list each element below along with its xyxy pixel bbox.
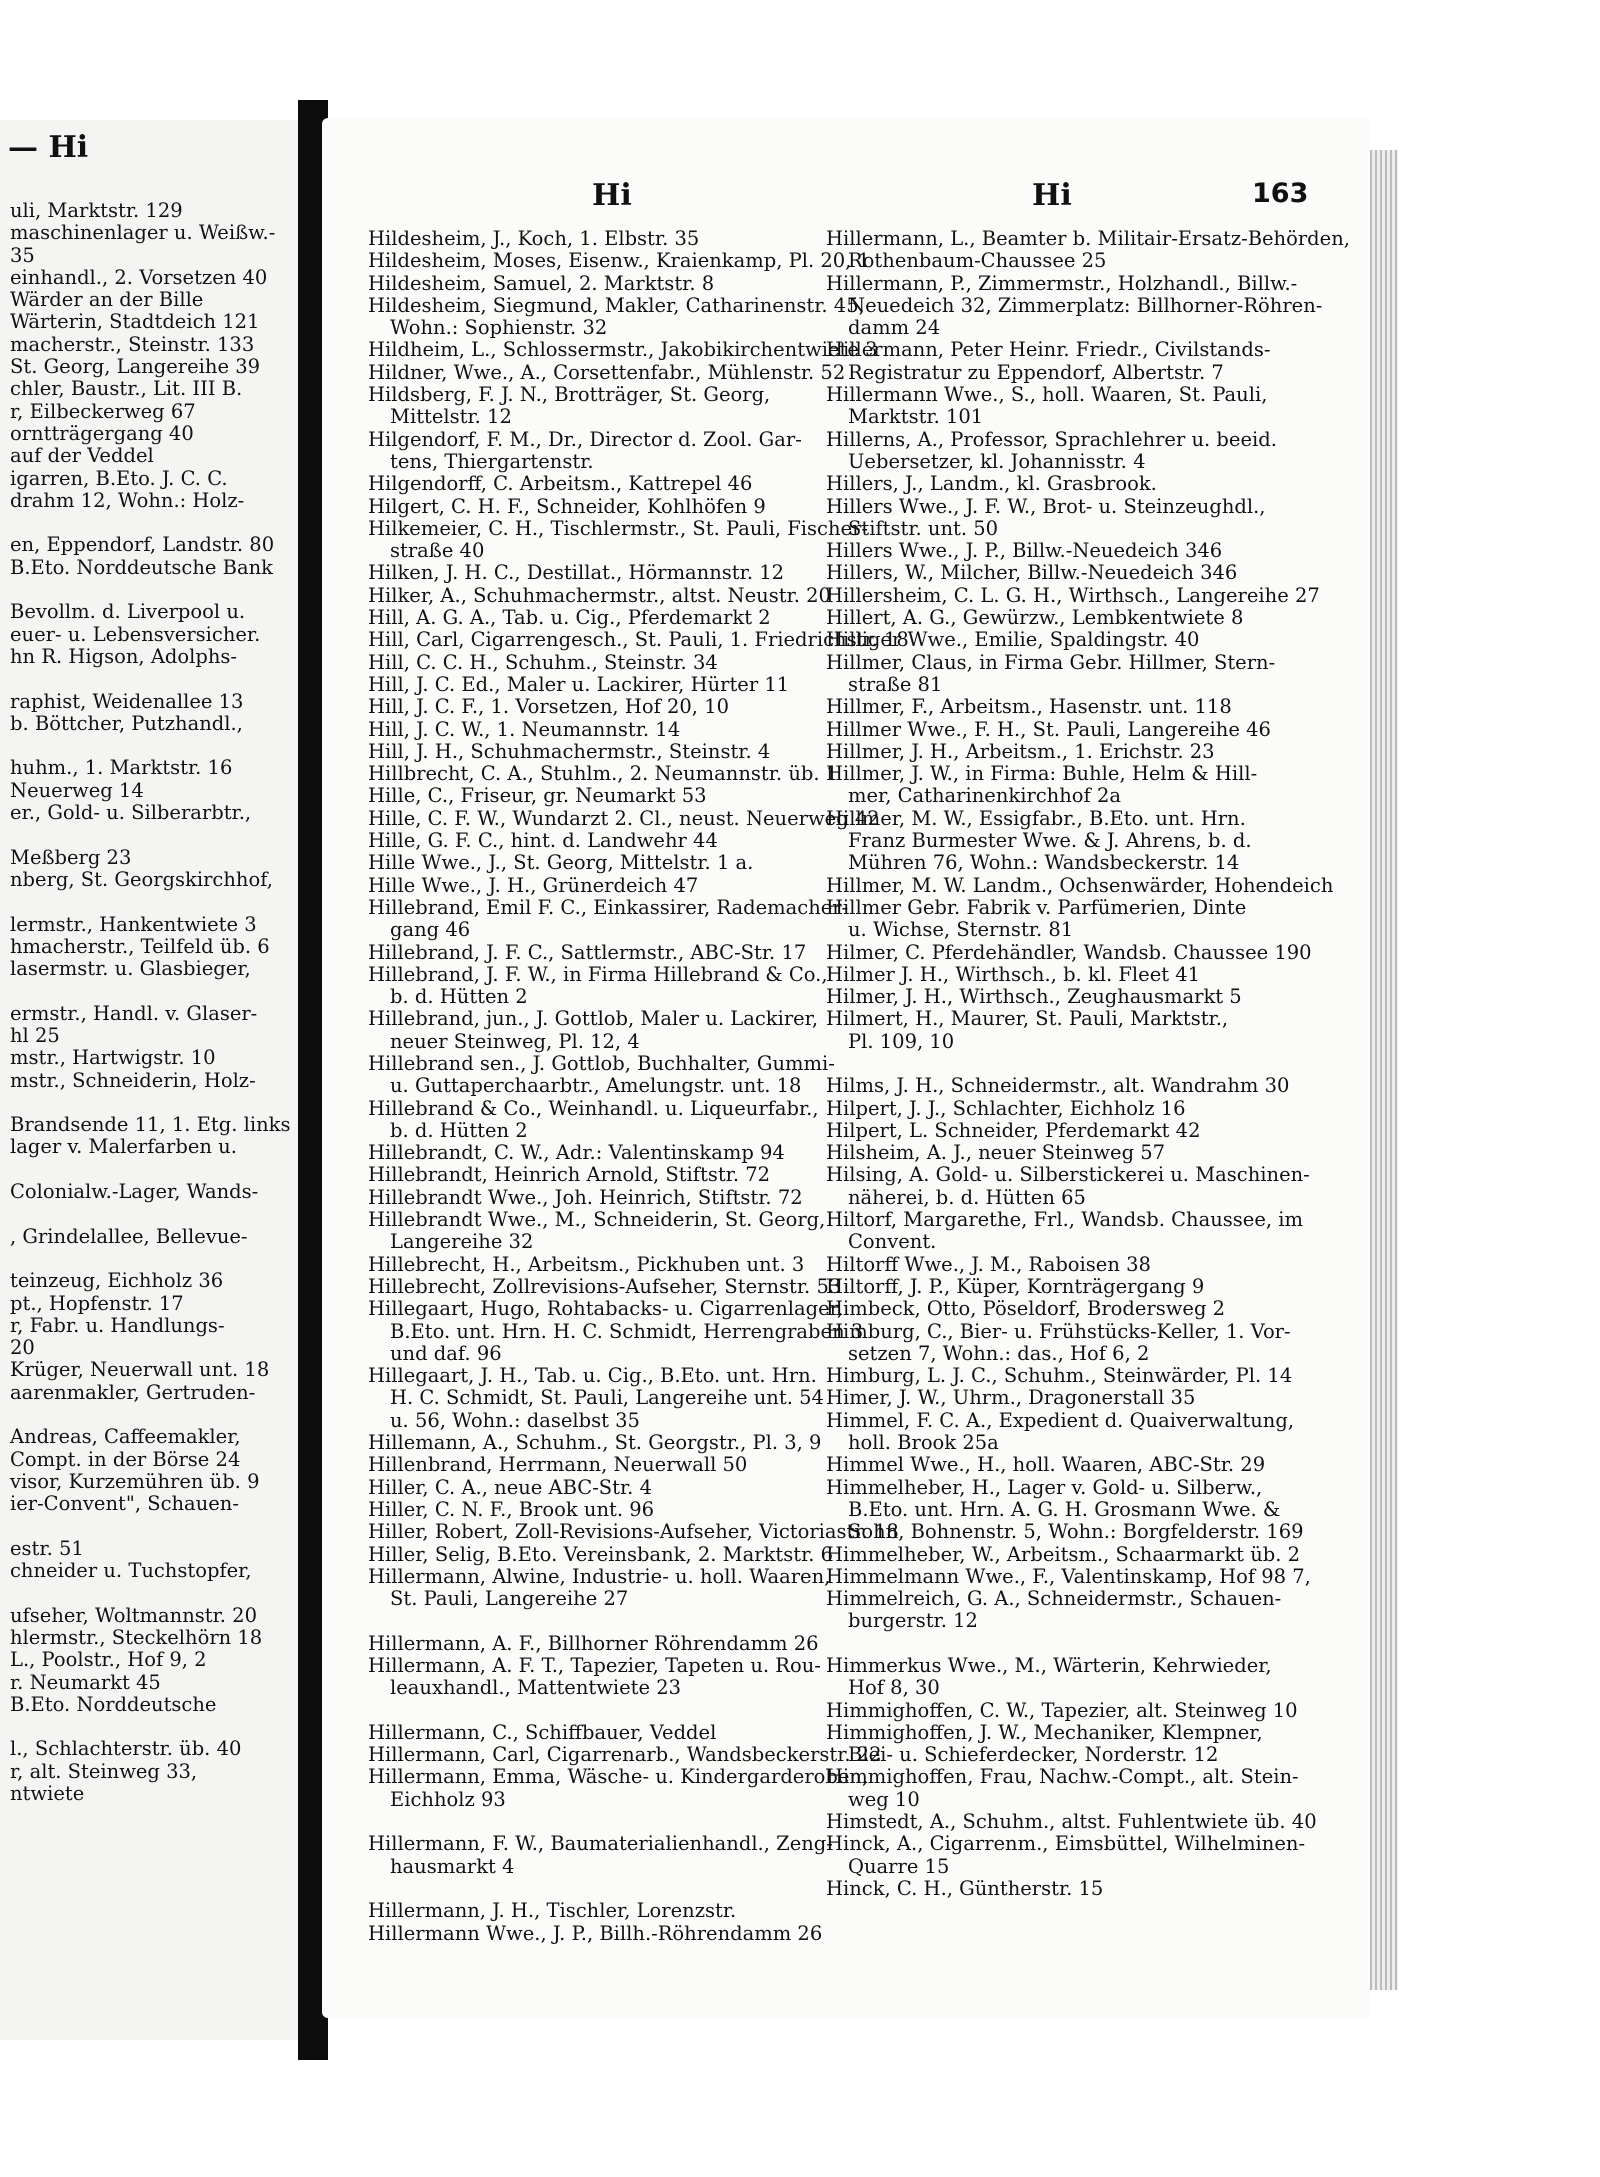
header-right: Hi — [1032, 178, 1072, 213]
directory-entry: Himburg, L. J. C., Schuhm., Steinwärder, Pl. 14 — [826, 1364, 1293, 1388]
left-line: Krüger, Neuerwall unt. 18 — [10, 1358, 270, 1382]
directory-entry: Hillermann, Peter Heinr. Friedr., Civilstands- — [826, 338, 1271, 362]
directory-entry: Hille Wwe., J. H., Grünerdeich 47 — [368, 873, 699, 897]
entry-continuation: holl. Brook 25a — [848, 1431, 999, 1455]
entry-continuation: Uebersetzer, kl. Johannisstr. 4 — [848, 449, 1146, 473]
directory-entry: Hill, C. C. H., Schuhm., Steinstr. 34 — [368, 650, 718, 674]
directory-entry: Hilsheim, A. J., neuer Steinweg 57 — [826, 1141, 1166, 1165]
directory-entry: Hill, J. C. W., 1. Neumannstr. 14 — [368, 717, 681, 741]
entry-continuation: Stiftstr. unt. 50 — [848, 516, 999, 540]
entry-continuation: B.Eto. unt. Hrn. A. G. H. Grosmann Wwe. & — [848, 1497, 1281, 1521]
left-line: huhm., 1. Marktstr. 16 — [10, 756, 233, 780]
left-line: einhandl., 2. Vorsetzen 40 — [10, 265, 268, 289]
directory-entry: Hilpert, L. Schneider, Pferdemarkt 42 — [826, 1118, 1201, 1142]
directory-entry: Hillemann, A., Schuhm., St. Georgstr., Pl. 3, 9 — [368, 1431, 822, 1455]
left-line: Colonialw.-Lager, Wands- — [10, 1180, 259, 1204]
left-line: 35 — [10, 243, 35, 267]
directory-entry: Hilms, J. H., Schneidermstr., alt. Wandrahm 30 — [826, 1074, 1290, 1098]
left-line: uli, Marktstr. 129 — [10, 199, 183, 222]
directory-entry: Himmighoffen, J. W., Mechaniker, Klempner, — [826, 1720, 1263, 1744]
directory-entry: Hillerns, A., Professor, Sprachlehrer u. beeid. — [826, 427, 1277, 451]
entry-continuation: St. Pauli, Langereihe 27 — [390, 1587, 629, 1611]
entry-continuation: u. 56, Wohn.: daselbst 35 — [390, 1408, 640, 1432]
directory-entry: Hillers Wwe., J. P., Billw.-Neuedeich 346 — [826, 539, 1223, 563]
directory-entry: Hillenbrand, Herrmann, Neuerwall 50 — [368, 1453, 748, 1477]
left-line — [10, 1404, 290, 1426]
directory-entry: Hillegaart, Hugo, Rohtabacks- u. Cigarrenlager, — [368, 1297, 844, 1321]
directory-entry: Hill, J. C. F., 1. Vorsetzen, Hof 20, 10 — [368, 695, 730, 719]
directory-entry: Hillmer Wwe., F. H., St. Pauli, Langereihe 46 — [826, 717, 1271, 741]
directory-entry: Hillebrand sen., J. Gottlob, Buchhalter, Gummi- — [368, 1051, 835, 1075]
directory-entry: Hillebrecht, H., Arbeitsm., Pickhuben unt. 3 — [368, 1252, 805, 1276]
entry-continuation: setzen 7, Wohn.: das., Hof 6, 2 — [848, 1341, 1150, 1365]
left-line: hn R. Higson, Adolphs- — [10, 644, 238, 668]
directory-entry: Hilpert, J. J., Schlachter, Eichholz 16 — [826, 1096, 1186, 1120]
entry-continuation: Neuedeich 32, Zimmerplatz: Billhorner-Röhren- — [848, 293, 1323, 317]
entry-continuation: Pl. 109, 10 — [848, 1029, 955, 1053]
left-line: maschinenlager u. Weißw.- — [10, 221, 276, 245]
left-line — [10, 1582, 290, 1604]
left-line: Neuerweg 14 — [10, 778, 144, 802]
entry-continuation: burgerstr. 12 — [848, 1609, 978, 1633]
entry-continuation: u. Guttaperchaarbtr., Amelungstr. unt. 18 — [390, 1074, 802, 1098]
directory-entry: Himburg, C., Bier- u. Frühstücks-Keller, 1. Vor- — [826, 1319, 1291, 1343]
directory-entry: Hinck, C. H., Güntherstr. 15 — [826, 1876, 1104, 1900]
directory-entry: Hillermann, Carl, Cigarrenarb., Wandsbeckerstr. 22 — [368, 1743, 882, 1767]
left-line: B.Eto. Norddeutsche Bank — [10, 555, 273, 579]
directory-entry: Hillermann, F. W., Baumaterialienhandl., Zeng- — [368, 1832, 833, 1856]
entry-continuation: Langereihe 32 — [390, 1230, 534, 1254]
directory-entry: Hille, C. F. W., Wundarzt 2. Cl., neust. Neuerweg 42 — [368, 806, 880, 830]
entry-continuation: tens, Thiergartenstr. — [390, 449, 594, 473]
entry-continuation: Eichholz 93 — [390, 1787, 506, 1811]
directory-entry: Himmelheber, H., Lager v. Gold- u. Silberw., — [826, 1475, 1263, 1499]
directory-entry: Hilgendorff, C. Arbeitsm., Kattrepel 46 — [368, 472, 753, 496]
directory-entry — [826, 1053, 1350, 1075]
entry-continuation: mer, Catharinenkirchhof 2a — [848, 784, 1121, 808]
left-line: nberg, St. Georgskirchhof, — [10, 867, 273, 891]
left-page-header: — Hi — [8, 130, 89, 165]
left-line: mstr., Schneiderin, Holz- — [10, 1068, 256, 1092]
left-line: Wärterin, Stadtdeich 121 — [10, 310, 260, 334]
left-line: Bevollm. d. Liverpool u. — [10, 600, 246, 624]
directory-entry: Himmel, F. C. A., Expedient d. Quaiverwaltung, — [826, 1408, 1295, 1432]
directory-entry: Himmelmann Wwe., F., Valentinskamp, Hof 98 7, — [826, 1564, 1311, 1588]
left-line: er., Gold- u. Silberarbtr., — [10, 801, 252, 825]
directory-entry: Hillebrand, jun., J. Gottlob, Maler u. Lackirer, — [368, 1007, 819, 1031]
directory-entry: Hill, Carl, Cigarrengesch., St. Pauli, 1. Friedrichstr. 18 — [368, 628, 909, 652]
left-line: 20 — [10, 1336, 35, 1360]
left-line: L., Poolstr., Hof 9, 2 — [10, 1648, 207, 1672]
directory-entry: Hillermann, C., Schiffbauer, Veddel — [368, 1720, 717, 1744]
directory-entry: Hinck, A., Cigarrenm., Eimsbüttel, Wilhelminen- — [826, 1832, 1306, 1856]
directory-entry: Hill, A. G. A., Tab. u. Cig., Pferdemarkt 2 — [368, 606, 771, 630]
directory-entry: Himer, J. W., Uhrm., Dragonerstall 35 — [826, 1386, 1196, 1410]
directory-entry: Hildesheim, Siegmund, Makler, Catharinenstr. 45, — [368, 293, 865, 317]
left-line — [10, 512, 290, 534]
directory-entry: Hillebrandt Wwe., Joh. Heinrich, Stiftstr. 72 — [368, 1185, 803, 1209]
left-line: orntträgergang 40 — [10, 421, 194, 445]
left-line: lager v. Malerfarben u. — [10, 1135, 237, 1159]
left-line — [10, 735, 290, 757]
entry-continuation: damm 24 — [848, 316, 941, 340]
directory-entry: Hillmer, J. W., in Firma: Buhle, Helm & Hill- — [826, 762, 1258, 786]
directory-entry: Hillermann, L., Beamter b. Militair-Ersatz-Behörden, — [826, 227, 1350, 250]
directory-entry: Hille, C., Friseur, gr. Neumarkt 53 — [368, 784, 707, 808]
left-line: aarenmakler, Gertruden- — [10, 1380, 256, 1404]
directory-entry: Hillebrand, J. F. C., Sattlermstr., ABC-Str. 17 — [368, 940, 807, 964]
entry-continuation: neuer Steinweg, Pl. 12, 4 — [390, 1029, 640, 1053]
left-line: hlermstr., Steckelhörn 18 — [10, 1626, 263, 1649]
directory-entry: Himmighoffen, Frau, Nachw.-Compt., alt. Stein- — [826, 1765, 1299, 1789]
directory-entry: Hilliger Wwe., Emilie, Spaldingstr. 40 — [826, 628, 1200, 652]
directory-entry: Himmelreich, G. A., Schneidermstr., Schauen- — [826, 1587, 1282, 1611]
directory-entry: Himstedt, A., Schuhm., altst. Fuhlentwiete üb. 40 — [826, 1810, 1317, 1834]
left-line: Brandsende 11, 1. Etg. links — [10, 1113, 291, 1137]
entry-continuation: weg 10 — [848, 1787, 920, 1811]
directory-entry — [826, 1633, 1350, 1655]
left-line: St. Georg, Langereihe 39 — [10, 355, 261, 379]
directory-entry: Hillert, A. G., Gewürzw., Lembkentwiete 8 — [826, 606, 1244, 630]
entry-continuation: hausmarkt 4 — [390, 1854, 515, 1878]
left-line: en, Eppendorf, Landstr. 80 — [10, 533, 275, 557]
directory-entry: Hillebrand, Emil F. C., Einkassirer, Rademacher- — [368, 895, 849, 919]
directory-entry: Hillermann, J. H., Tischler, Lorenzstr. — [368, 1899, 737, 1923]
directory-entry: Hillermann, Emma, Wäsche- u. Kindergarderoben, — [368, 1765, 869, 1789]
directory-entry: Hildesheim, Samuel, 2. Marktstr. 8 — [368, 271, 715, 295]
entry-continuation: Sohn, Bohnenstr. 5, Wohn.: Borgfelderstr. 169 — [848, 1520, 1304, 1544]
entry-continuation: Marktstr. 101 — [848, 405, 984, 429]
directory-entry: Hiltorf, Margarethe, Frl., Wandsb. Chaussee, im — [826, 1208, 1303, 1232]
directory-entry: Hiller, Robert, Zoll-Revisions-Aufseher, Victoriastr. 18 — [368, 1520, 899, 1544]
directory-entry: Hillersheim, C. L. G. H., Wirthsch., Langereihe 27 — [826, 583, 1320, 607]
directory-entry: Hillermann, A. F. T., Tapezier, Tapeten u. Rou- — [368, 1654, 821, 1677]
entry-continuation: Rothenbaum-Chaussee 25 — [848, 249, 1107, 273]
directory-entry: Himmighoffen, C. W., Tapezier, alt. Steinweg 10 — [826, 1698, 1298, 1722]
left-line — [10, 1092, 290, 1114]
directory-entry: Hildesheim, Moses, Eisenw., Kraienkamp, Pl. 20, 1 — [368, 249, 870, 273]
left-line: r, Fabr. u. Handlungs- — [10, 1313, 225, 1337]
left-line: r, alt. Steinweg 33, — [10, 1759, 198, 1783]
left-line — [10, 1716, 290, 1738]
directory-entry: Hilgert, C. H. F., Schneider, Kohlhöfen 9 — [368, 494, 766, 518]
left-line — [10, 1516, 290, 1538]
left-line — [10, 891, 290, 913]
directory-entry: Hillmer Gebr. Fabrik v. Parfümerien, Dinte — [826, 895, 1247, 919]
left-line: macherstr., Steinstr. 133 — [10, 332, 255, 356]
directory-entry: Hille, G. F. C., hint. d. Landwehr 44 — [368, 829, 718, 853]
left-line: l., Schlachterstr. üb. 40 — [10, 1737, 242, 1761]
entry-continuation: b. d. Hütten 2 — [390, 985, 528, 1009]
directory-entry: Hilmer J. H., Wirthsch., b. kl. Fleet 41 — [826, 962, 1201, 986]
directory-entry: Hillermann Wwe., J. P., Billh.-Röhrendamm 26 — [368, 1921, 823, 1945]
left-line: raphist, Weidenallee 13 — [10, 689, 244, 713]
left-line: drahm 12, Wohn.: Holz- — [10, 488, 245, 512]
entry-continuation: straße 81 — [848, 672, 943, 696]
entry-continuation: B.Eto. unt. Hrn. H. C. Schmidt, Herrengraben 3 — [390, 1319, 864, 1343]
directory-entry: Hille Wwe., J., St. Georg, Mittelstr. 1 a. — [368, 851, 754, 875]
directory-entry: Hildsberg, F. J. N., Brotträger, St. Georg, — [368, 383, 771, 407]
entry-continuation: leauxhandl., Mattentwiete 23 — [390, 1676, 682, 1700]
directory-entry: Hillermann, A. F., Billhorner Röhrendamm 26 — [368, 1631, 819, 1655]
header-left: Hi — [592, 178, 632, 213]
directory-entry: Hilmer, J. H., Wirthsch., Zeughausmarkt 5 — [826, 985, 1242, 1009]
left-line — [10, 824, 290, 846]
directory-entry: Hiller, Selig, B.Eto. Vereinsbank, 2. Marktstr. 6 — [368, 1542, 834, 1566]
directory-entry: Hillebrand, J. F. W., in Firma Hillebrand & Co., — [368, 962, 828, 986]
left-line: chneider u. Tuchstopfer, — [10, 1559, 252, 1583]
left-line — [10, 1248, 290, 1270]
entry-continuation: Mühren 76, Wohn.: Wandsbeckerstr. 14 — [848, 851, 1240, 875]
directory-entry: Hillebrand & Co., Weinhandl. u. Liqueurfabr., — [368, 1096, 819, 1120]
directory-entry: Hillebrecht, Zollrevisions-Aufseher, Sternstr. 53 — [368, 1274, 842, 1298]
left-line: Meßberg 23 — [10, 845, 132, 869]
directory-entry: Hillers, J., Landm., kl. Grasbrook. — [826, 472, 1157, 496]
left-line: ntwiete — [10, 1782, 85, 1806]
left-line: lasermstr. u. Glasbieger, — [10, 957, 251, 981]
entry-continuation: Wohn.: Sophienstr. 32 — [390, 316, 608, 340]
left-line: estr. 51 — [10, 1536, 84, 1560]
directory-entry: Hildner, Wwe., A., Corsettenfabr., Mühlenstr. 52 — [368, 360, 846, 384]
directory-entry: Hilmert, H., Maurer, St. Pauli, Marktstr., — [826, 1007, 1229, 1031]
directory-entry: Hillebrandt, C. W., Adr.: Valentinskamp 94 — [368, 1141, 785, 1165]
left-line: lermstr., Hankentwiete 3 — [10, 912, 257, 936]
left-line: ufseher, Woltmannstr. 20 — [10, 1603, 257, 1627]
left-line: ermstr., Handl. v. Glaser- — [10, 1001, 258, 1025]
directory-entry: Himmel Wwe., H., holl. Waaren, ABC-Str. 29 — [826, 1453, 1266, 1477]
directory-entry: Hill, J. C. Ed., Maler u. Lackirer, Hürter 11 — [368, 672, 790, 696]
left-line — [10, 668, 290, 690]
entry-continuation: gang 46 — [390, 918, 471, 942]
directory-entry: Hillmer, F., Arbeitsm., Hasenstr. unt. 118 — [826, 695, 1232, 719]
entry-continuation: näherei, b. d. Hütten 65 — [848, 1185, 1086, 1209]
left-line: teinzeug, Eichholz 36 — [10, 1269, 224, 1293]
directory-entry: Hillbrecht, C. A., Stuhlm., 2. Neumannstr. üb. 1 — [368, 762, 839, 786]
directory-entry: Himbeck, Otto, Pöseldorf, Brodersweg 2 — [826, 1297, 1226, 1321]
directory-entry: Hilsing, A. Gold- u. Silberstickerei u. Maschinen- — [826, 1163, 1310, 1187]
directory-entry: Hilgendorf, F. M., Dr., Director d. Zool. Gar- — [368, 427, 802, 451]
entry-continuation: Convent. — [848, 1230, 937, 1254]
directory-entry: Hiller, C. N. F., Brook unt. 96 — [368, 1497, 655, 1521]
entry-continuation: H. C. Schmidt, St. Pauli, Langereihe unt. 54 — [390, 1386, 824, 1410]
left-page — [0, 120, 304, 2040]
left-line: pt., Hopfenstr. 17 — [10, 1291, 184, 1315]
directory-entry: Hillmer, J. H., Arbeitsm., 1. Erichstr. 23 — [826, 739, 1215, 763]
directory-entry: Hiltorff Wwe., J. M., Raboisen 38 — [826, 1252, 1151, 1276]
left-line: B.Eto. Norddeutsche — [10, 1692, 217, 1716]
directory-entry: Himmerkus Wwe., M., Wärterin, Kehrwieder, — [826, 1654, 1272, 1677]
entry-continuation: b. d. Hütten 2 — [390, 1118, 528, 1142]
left-line: visor, Kurzemühren üb. 9 — [10, 1469, 260, 1493]
directory-entry: Hill, J. H., Schuhmachermstr., Steinstr. 4 — [368, 739, 771, 763]
directory-entry: Hillers, W., Milcher, Billw.-Neuedeich 346 — [826, 561, 1238, 585]
left-line: r. Neumarkt 45 — [10, 1670, 161, 1694]
left-line — [10, 980, 290, 1002]
entry-continuation: Hof 8, 30 — [848, 1676, 940, 1700]
entry-continuation: und daf. 96 — [390, 1341, 502, 1365]
directory-entry: Hillmer, M. W., Essigfabr., B.Eto. unt. Hrn. — [826, 806, 1246, 830]
left-line: , Grindelallee, Bellevue- — [10, 1224, 248, 1248]
left-line: Wärder an der Bille — [10, 288, 204, 312]
left-line: b. Böttcher, Putzhandl., — [10, 711, 243, 735]
directory-entry: Hiltorff, J. P., Küper, Kornträgergang 9 — [826, 1274, 1205, 1298]
left-line: ier-Convent", Schauen- — [10, 1492, 239, 1516]
page-number: 163 — [1252, 178, 1309, 209]
directory-entry: Hillegaart, J. H., Tab. u. Cig., B.Eto. unt. Hrn. — [368, 1364, 817, 1388]
directory-entry: Hiller, C. A., neue ABC-Str. 4 — [368, 1475, 652, 1499]
left-line: chler, Baustr., Lit. III B. — [10, 377, 243, 401]
column-right — [826, 228, 1350, 1900]
directory-entry: Hillebrandt Wwe., M., Schneiderin, St. Georg, — [368, 1208, 826, 1232]
directory-entry: Himmelheber, W., Arbeitsm., Schaarmarkt üb. 2 — [826, 1542, 1301, 1566]
directory-entry: Hillebrandt, Heinrich Arnold, Stiftstr. 72 — [368, 1163, 771, 1187]
entry-continuation: Mittelstr. 12 — [390, 405, 512, 429]
directory-entry: Hilker, A., Schuhmachermstr., altst. Neustr. 20 — [368, 583, 831, 607]
directory-entry: Hillers Wwe., J. F. W., Brot- u. Steinzeughdl., — [826, 494, 1266, 518]
left-line — [10, 1159, 290, 1181]
left-line: r, Eilbeckerweg 67 — [10, 399, 196, 423]
directory-entry: Hildheim, L., Schlossermstr., Jakobikirchentwiete 3 — [368, 338, 878, 362]
directory-entry: Hillmer, Claus, in Firma Gebr. Hillmer, Stern- — [826, 650, 1276, 674]
left-line — [10, 579, 290, 601]
left-line: euer- u. Lebensversicher. — [10, 622, 261, 646]
entry-continuation: Blei- u. Schieferdecker, Norderstr. 12 — [848, 1743, 1219, 1767]
left-line: hmacherstr., Teilfeld üb. 6 — [10, 934, 270, 958]
entry-continuation: straße 40 — [390, 539, 485, 563]
left-line: Compt. in der Börse 24 — [10, 1447, 241, 1471]
entry-continuation: Franz Burmester Wwe. & J. Ahrens, b. d. — [848, 829, 1252, 853]
directory-entry: Hillermann, P., Zimmermstr., Holzhandl., Billw.- — [826, 271, 1298, 295]
left-line: auf der Veddel — [10, 444, 154, 468]
right-page — [322, 118, 1370, 2018]
entry-continuation: Registratur zu Eppendorf, Albertstr. 7 — [848, 360, 1224, 384]
directory-entry: Hilmer, C. Pferdehändler, Wandsb. Chaussee 190 — [826, 940, 1312, 964]
directory-entry: Hillermann, Alwine, Industrie- u. holl. Waaren, — [368, 1564, 831, 1588]
left-line: igarren, B.Eto. J. C. C. — [10, 466, 228, 490]
directory-entry: Hillmer, M. W. Landm., Ochsenwärder, Hohendeich — [826, 873, 1334, 897]
left-line: hl 25 — [10, 1023, 60, 1047]
entry-continuation: Quarre 15 — [848, 1854, 950, 1878]
left-line: Andreas, Caffeemakler, — [10, 1425, 241, 1449]
left-line: mstr., Hartwigstr. 10 — [10, 1046, 216, 1070]
directory-entry: Hilkemeier, C. H., Tischlermstr., St. Pauli, Fischer- — [368, 516, 868, 540]
directory-entry: Hillermann Wwe., S., holl. Waaren, St. Pauli, — [826, 383, 1268, 407]
left-page-lines — [10, 200, 290, 1805]
directory-entry: Hilken, J. H. C., Destillat., Hörmannstr. 12 — [368, 561, 785, 585]
page-edge — [1370, 150, 1398, 1990]
entry-continuation: u. Wichse, Sternstr. 81 — [848, 918, 1074, 942]
left-line — [10, 1203, 290, 1225]
directory-entry: Hildesheim, J., Koch, 1. Elbstr. 35 — [368, 227, 700, 250]
